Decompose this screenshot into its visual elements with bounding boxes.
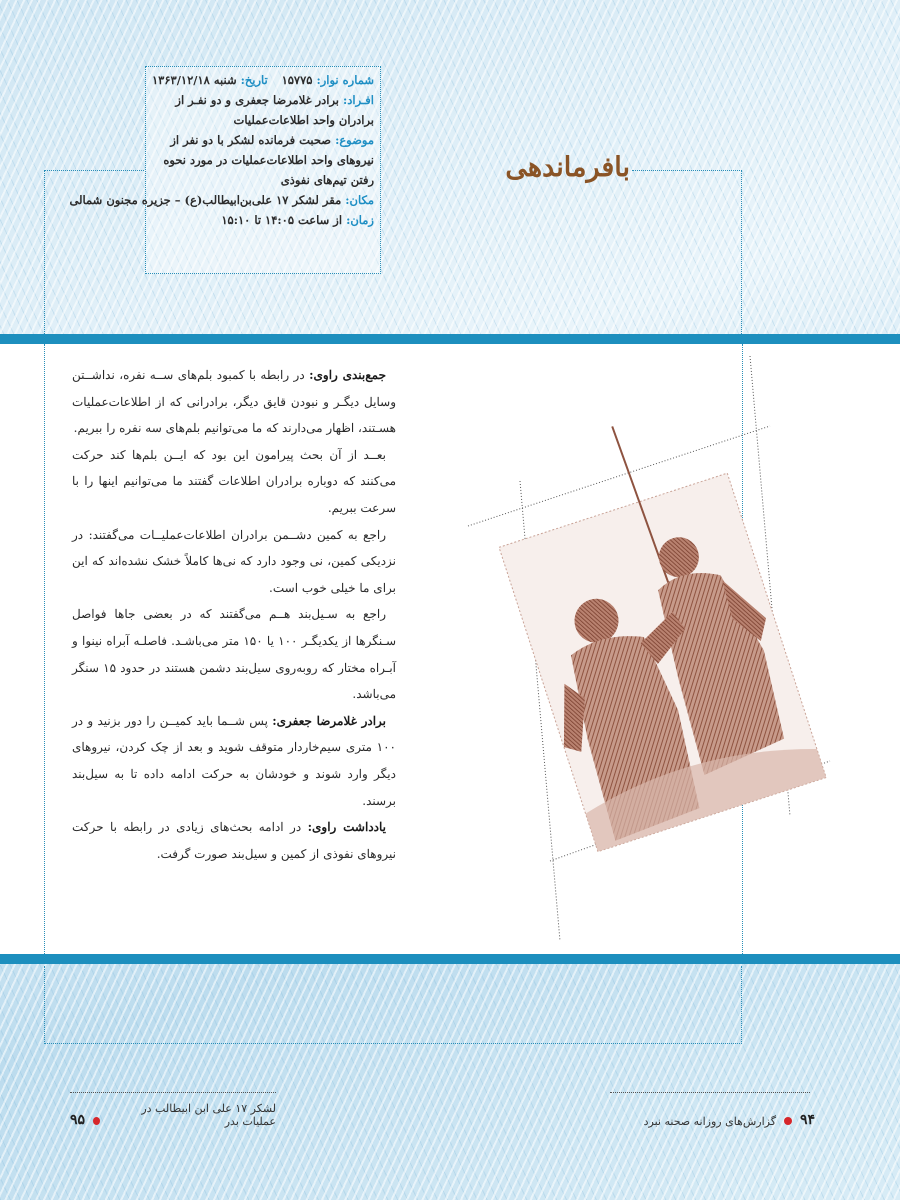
photo-figure — [460, 356, 840, 946]
meta-date: تاریخ: شنبه ۱۳۶۳/۱۲/۱۸ — [152, 73, 268, 87]
meta-subject: موضوع: صحبت فرمانده لشکر با دو نفر از نیروهای واحد اطلاعات‌عملیات در مورد نحوه رفتن تیم‌های نفوذی — [163, 133, 374, 187]
meta-row-tape-date — [152, 70, 374, 90]
metadata-box — [69, 66, 381, 274]
bullet-dot-left — [93, 1117, 100, 1125]
paragraph-6: یادداشت راوی: در ادامه بحث‌های زیادی در رابطه با حرکت نیروهای نفوذی از کمین و سیل‌بند صورت گرفت. — [72, 820, 396, 861]
meta-people: افـراد: برادر غلامرضا جعفری و دو نفـر از برادران واحد اطلاعات‌عملیات — [175, 93, 374, 127]
paragraph-1-lead: جمع‌بندی راوی: — [309, 368, 386, 382]
footer-frame — [44, 966, 742, 1044]
footer-left-text: لشکر ۱۷ علی ابن ابیطالب در عملیات بدر — [141, 1102, 276, 1128]
soldiers-photo — [460, 356, 840, 946]
top-band — [0, 334, 900, 344]
paragraph-1: جمع‌بندی راوی: در رابطه با کمبود بلم‌های ســه نفره، نداشــتن وسایل دیگـر و نبودن قایق دیگر، برادرانی که از اطلاعات‌عملیات هسـتند، اظهار می‌دارند که ما می‌توانیم بلم‌های سه نفره را ببریم. — [72, 368, 396, 436]
meta-tape: شماره نوار: ۱۵۷۷۵ — [281, 73, 374, 87]
paragraph-4: راجع به سـیل‌بند هــم می‌گفتند که در بعضی جاها فواصل سـنگرها از یکدیگـر ۱۰۰ یا ۱۵۰ متر می‌باشـد. فاصلـه آبراه نینوا و آبـراه مختار که روبه‌روی سیل‌بند دشمن هستند در حدود ۱۵ سنگر می‌باشد. — [72, 607, 397, 702]
paragraph-5-lead: برادر غلامرضا جعفری: — [272, 713, 387, 728]
meta-time: زمان: از ساعت ۱۴:۰۵ تا ۱۵:۱۰ — [221, 213, 374, 227]
footer-right — [610, 1092, 815, 1128]
bottom-band — [0, 954, 900, 964]
content-guide-left — [44, 344, 45, 954]
page-number-left: ۹۵ — [70, 1112, 86, 1128]
page-number-right: ۹۴ — [799, 1112, 815, 1128]
section-title: بافرماندهی — [505, 152, 630, 183]
header-connector-left — [44, 170, 144, 171]
footer-right-text: گزارش‌های روزانه صحنه نبرد — [643, 1115, 776, 1128]
bullet-dot-right — [784, 1117, 792, 1125]
meta-place: مکان: مقر لشکر ۱۷ علی‌بن‌ابیطالب(ع) – جزیره مجنون شمالی — [69, 193, 374, 207]
paragraph-3: راجع به کمین دشــمن برادران اطلاعات‌عملیــات می‌گفتند: در نزدیکی کمین، نی وجود دارد که نی‌ها کاملاً خشک نشده‌اند که این برای ما خیلی خوب است. — [72, 527, 396, 595]
body-text — [72, 362, 396, 867]
footer-left — [70, 1092, 276, 1128]
paragraph-6-lead: یادداشت راوی: — [307, 820, 386, 835]
paragraph-5: برادر غلامرضا جعفری: پس شــما باید کمیــن را دور بزنید و در ۱۰۰ متری سیم‌خاردار متوقف شوید و بعد از چک کردن، نیروهای دیگر وارد شوند و خودشان به حرکت ادامه داده تا به سیل‌بند برسند. — [72, 713, 396, 808]
header-connector-right — [632, 170, 742, 171]
paragraph-2: بعــد از آن بحث پیرامون این بود که ایــن بلم‌ها کند حرکت می‌کنند که دوباره برادران اطلاعات گفتند ما می‌توانیم اینها را با سرعت ببریم. — [72, 447, 396, 515]
